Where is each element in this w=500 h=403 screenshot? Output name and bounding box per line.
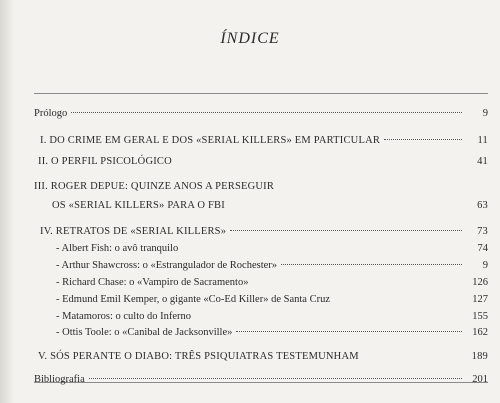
entry-label: II. O PERFIL PSICOLÓGICO: [38, 156, 172, 167]
toc-entry-prologo[interactable]: [34, 107, 488, 120]
entry-label: - Arthur Shawcross: o «Estrangulador de Rochester»: [56, 260, 278, 271]
toc-entry-chapter-5[interactable]: [38, 350, 488, 363]
entry-page: 127: [472, 294, 488, 305]
leader-dots: [71, 112, 462, 113]
toc-subentry-arthur-shawcross[interactable]: [56, 259, 488, 272]
entry-page: 9: [482, 260, 488, 271]
entry-label: - Matamoros: o culto do Inferno: [56, 311, 192, 322]
toc-entry-chapter-2[interactable]: [38, 155, 488, 168]
entry-label: IV. RETRATOS DE «SERIAL KILLERS»: [40, 226, 227, 237]
toc-entry-chapter-1[interactable]: [40, 134, 488, 147]
entry-page: 201: [472, 374, 488, 385]
entry-label: I. DO CRIME EM GERAL E DOS «SERIAL KILLERS» EM PARTICULAR: [40, 135, 381, 146]
toc-entry-bibliografia[interactable]: [34, 373, 488, 386]
entry-label: Prólogo: [34, 108, 68, 119]
toc-subentry-edmund-kemper[interactable]: [56, 293, 488, 306]
leader-dots: [89, 378, 462, 379]
entry-label: - Edmund Emil Kemper, o gigante «Co-Ed Killer» de Santa Cruz: [56, 294, 330, 305]
toc-subentry-albert-fish[interactable]: [56, 242, 488, 255]
entry-label: V. SÓS PERANTE O DIABO: TRÊS PSIQUIATRAS TESTEMUNHAM: [38, 351, 359, 362]
toc-entry-chapter-3[interactable]: [52, 199, 488, 212]
toc-subentry-richard-chase[interactable]: [56, 276, 488, 289]
toc-subentry-ottis-toole[interactable]: [56, 326, 488, 339]
leader-dots: [281, 264, 462, 265]
entry-page: 63: [477, 200, 488, 211]
leader-dots: [230, 230, 462, 231]
toc-entry-chapter-4[interactable]: [40, 225, 488, 238]
entry-label: - Richard Chase: o «Vampiro de Sacramento»: [56, 277, 249, 288]
leader-dots: [236, 331, 462, 332]
toc-entry-chapter-3-line1[interactable]: III. ROGER DEPUE: QUINZE ANOS A PERSEGUIR: [34, 181, 275, 192]
entry-label: - Ottis Toole: o «Canibal de Jacksonville»: [56, 327, 233, 338]
entry-page: 41: [477, 156, 488, 167]
page-title: ÍNDICE: [220, 30, 280, 47]
entry-page: 74: [477, 243, 488, 254]
entry-page: 11: [477, 135, 488, 146]
entry-page: 189: [471, 351, 488, 362]
entry-page: 126: [472, 277, 488, 288]
entry-page: 162: [472, 327, 488, 338]
entry-label: Bibliografia: [34, 374, 85, 385]
entry-page: 155: [472, 311, 488, 322]
entry-label: OS «SERIAL KILLERS» PARA O FBI: [52, 200, 225, 211]
entry-label: - Albert Fish: o avô tranquilo: [56, 243, 179, 254]
toc-subentry-matamoros[interactable]: [56, 310, 488, 323]
leader-dots: [384, 139, 462, 140]
entry-page: 9: [482, 108, 488, 119]
entry-page: 73: [477, 226, 488, 237]
